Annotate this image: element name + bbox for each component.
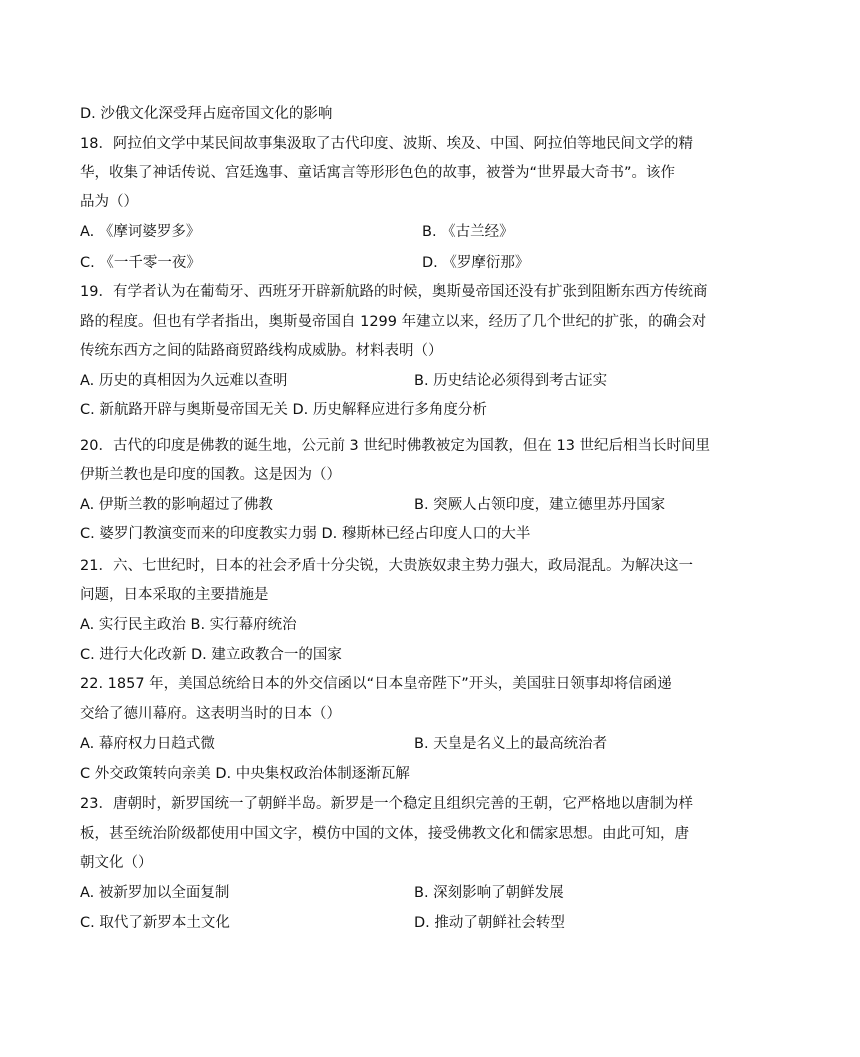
q19-stem-line-3: 传统东西方之间的陆路商贸路线构成威胁。材料表明（）	[80, 343, 443, 359]
q20-stem-line-1: 20．古代的印度是佛教的诞生地，公元前 3 世纪时佛教被定为国教，但在 13 世纪后相当长时间里	[80, 438, 711, 454]
q20-stem-line-2: 伊斯兰教也是印度的国教。这是因为（）	[80, 467, 341, 483]
q22-stem-line-1: 22. 1857 年，美国总统给日本的外交信函以“日本皇帝陛下”开头，美国驻日领事却将信函递	[80, 676, 672, 692]
q22-option-cd: C 外交政策转向亲美 D. 中央集权政治体制逐渐瓦解	[80, 766, 410, 782]
q21-option-cd: C. 进行大化改新 D. 建立政教合一的国家	[80, 647, 342, 663]
q23-option-b: B. 深刻影响了朝鲜发展	[414, 885, 564, 901]
q23-stem-line-2: 板，甚至统治阶级都使用中国文字，模仿中国的文体，接受佛教文化和儒家思想。由此可知，唐	[80, 826, 689, 842]
q19-stem-line-2: 路的程度。但也有学者指出，奥斯曼帝国自 1299 年建立以来，经历了几个世纪的扩张，的确会对	[80, 314, 707, 330]
q21-option-ab: A. 实行民主政治 B. 实行幕府统治	[80, 617, 297, 633]
q22-stem-line-2: 交给了德川幕府。这表明当时的日本（）	[80, 706, 341, 722]
q23-option-c: C. 取代了新罗本土文化	[80, 915, 230, 931]
q18-option-d: D. 《罗摩衍那》	[422, 255, 530, 271]
q18-stem-line-2: 华，收集了神话传说、宫廷逸事、童话寓言等形形色色的故事，被誉为“世界最大奇书”。该作	[80, 165, 676, 181]
q19-option-a: A. 历史的真相因为久远难以查明	[80, 373, 288, 389]
q23-stem-line-1: 23．唐朝时，新罗国统一了朝鲜半岛。新罗是一个稳定且组织完善的王朝，它严格地以唐制为样	[80, 796, 693, 812]
q23-option-d: D. 推动了朝鲜社会转型	[414, 915, 565, 931]
q22-option-a: A. 幕府权力日趋式微	[80, 736, 215, 752]
q20-option-b: B. 突厥人占领印度，建立德里苏丹国家	[414, 497, 666, 513]
q19-option-cd: C. 新航路开辟与奥斯曼帝国无关 D. 历史解释应进行多角度分析	[80, 402, 487, 418]
q18-stem-line-1: 18．阿拉伯文学中某民间故事集汲取了古代印度、波斯、埃及、中国、阿拉伯等地民间文学的精	[80, 136, 693, 152]
q23-option-a: A. 被新罗加以全面复制	[80, 885, 230, 901]
q20-option-a: A. 伊斯兰教的影响超过了佛教	[80, 497, 273, 513]
q19-option-b: B. 历史结论必须得到考古证实	[414, 373, 608, 389]
q21-stem-line-2: 问题，日本采取的主要措施是	[80, 587, 269, 603]
q17-option-d: D. 沙俄文化深受拜占庭帝国文化的影响	[80, 106, 333, 122]
q18-option-a: A. 《摩诃婆罗多》	[80, 224, 201, 240]
q22-option-b: B. 天皇是名义上的最高统治者	[414, 736, 608, 752]
q18-option-c: C. 《一千零一夜》	[80, 255, 201, 271]
q23-stem-line-3: 朝文化（）	[80, 855, 153, 871]
q18-stem-line-3: 品为（）	[80, 194, 138, 210]
q19-stem-line-1: 19．有学者认为在葡萄牙、西班牙开辟新航路的时候，奥斯曼帝国还没有扩张到阻断东西方传统商	[80, 284, 708, 300]
q21-stem-line-1: 21．六、七世纪时，日本的社会矛盾十分尖锐，大贵族奴隶主势力强大，政局混乱。为解决这一	[80, 558, 693, 574]
q18-option-b: B. 《古兰经》	[422, 224, 514, 240]
q20-option-cd: C. 婆罗门教演变而来的印度教实力弱 D. 穆斯林已经占印度人口的大半	[80, 526, 531, 542]
